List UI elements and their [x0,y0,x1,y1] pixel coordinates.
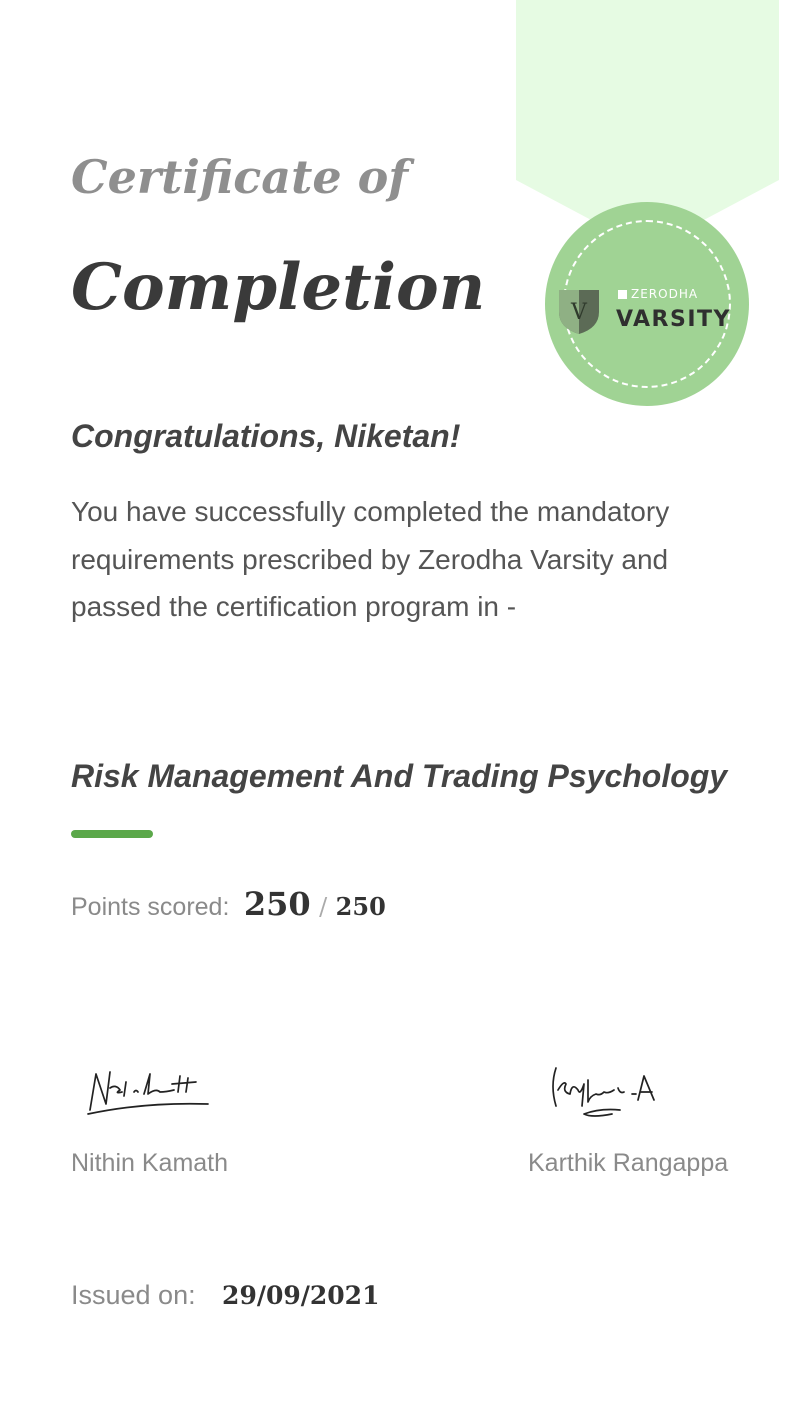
greeting: Congratulations, Niketan! [71,418,461,454]
svg-text:V: V [571,300,587,325]
signatory-name: Karthik Rangappa [528,1149,729,1177]
accent-divider [71,830,153,838]
signature-nithin-kamath [84,1062,214,1122]
zerodha-logo-icon [618,290,627,299]
varsity-badge [545,202,749,406]
badge-brand-text: ZERODHA [631,287,699,301]
issued-on [71,1280,379,1311]
badge-brand-label [618,287,698,301]
points-total: 250 [335,892,386,921]
completion-statement: You have successfully completed the mandatory requirements prescribed by Zerodha Varsity and passed the certification program in - [71,496,670,622]
badge-product-label: VARSITY [616,307,731,332]
course-name: Risk Management And Trading Psychology [71,758,728,794]
issued-date: 29/09/2021 [222,1281,380,1310]
varsity-shield-icon [557,288,601,336]
signatory-name: Nithin Kamath [71,1149,229,1177]
points-label: Points scored: [71,893,230,921]
certificate-heading-large: Completion [71,250,486,325]
points-separator: / [319,893,328,921]
issued-label: Issued on: [71,1280,196,1310]
points-scored [71,885,386,923]
certificate-heading-small: Certificate of [71,150,409,204]
points-value: 250 [243,885,311,923]
signature-karthik-rangappa [548,1062,678,1122]
